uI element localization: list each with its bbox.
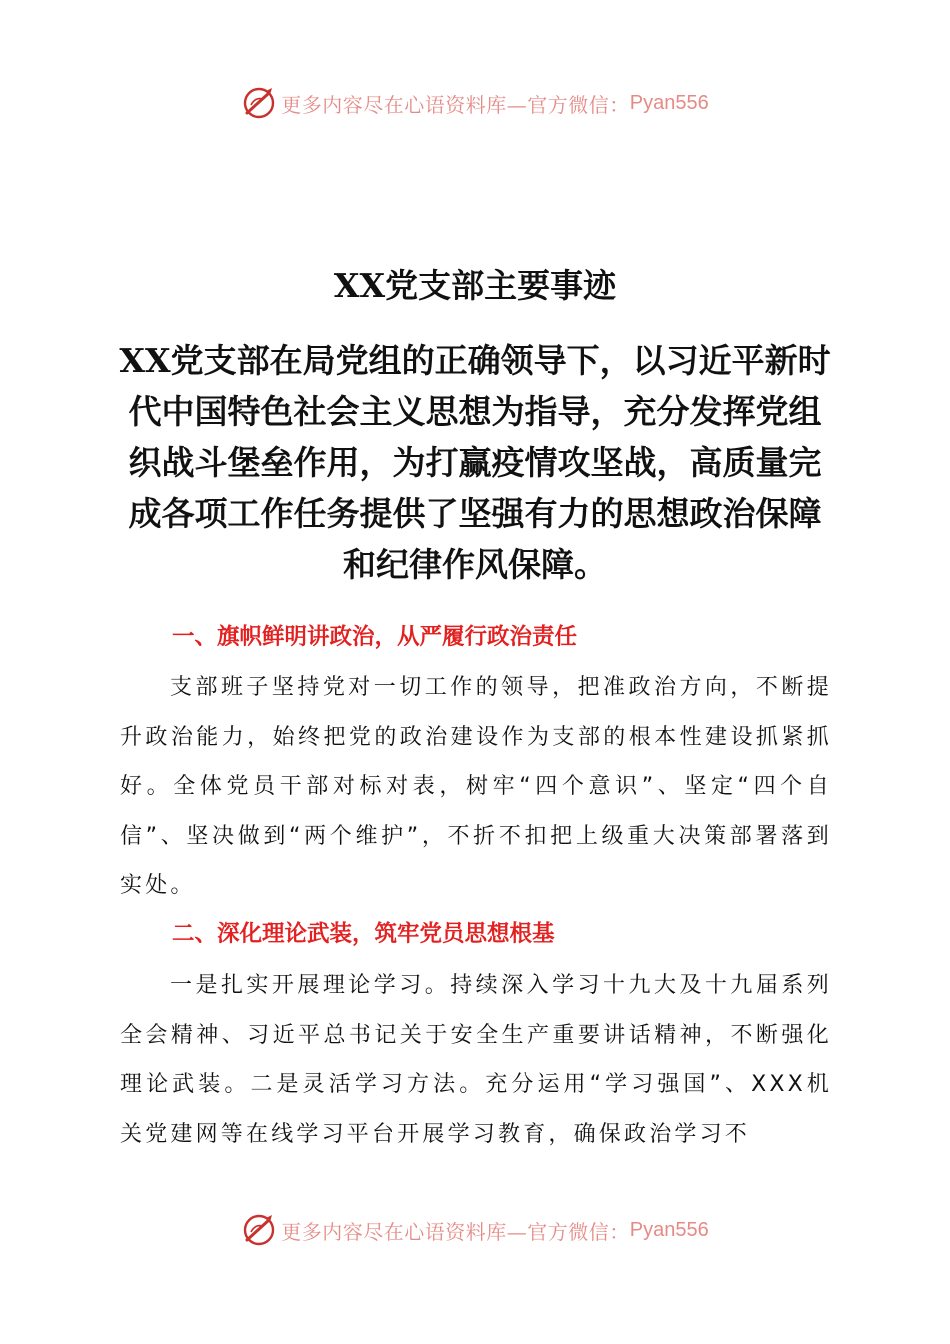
watermark-text: 更多内容尽在心语资料库—官方微信： — [281, 92, 630, 117]
pen-circle-logo-icon — [241, 85, 277, 121]
section-body-2: 一是扎实开展理论学习。持续深入学习十九大及十九届系列全会精神、习近平总书记关于安全生产重要讲话精神，不断强化理论武装。二是灵活学习方法。充分运用“学习强国”、XXX机关党建网等在线学习平台开展学习教育，确保政治学习不 — [120, 973, 832, 1147]
pen-circle-logo-icon — [241, 1212, 277, 1248]
watermark-text: 更多内容尽在心语资料库—官方微信： — [281, 1219, 630, 1244]
section-heading-1: 一、旗帜鲜明讲政治，从严履行政治责任 — [172, 624, 578, 650]
wechat-id: Pyan556 — [629, 91, 709, 114]
document-title: XX党支部主要事迹 — [333, 266, 617, 305]
header-watermark-banner — [0, 83, 950, 123]
section-body-1: 支部班子坚持党对一切工作的领导，把准政治方向，不断提升政治能力，始终把党的政治建设作为支部的根本性建设抓紧抓好。全体党员干部对标对表，树牢“四个意识”、坚定“四个自信”、坚决做到“两个维护”，不折不扣把上级重大决策部署落到实处。 — [120, 675, 832, 899]
lead-paragraph: XX党支部在局党组的正确领导下，以习近平新时代中国特色社会主义思想为指导，充分发挥党组织战斗堡垒作用，为打赢疫情攻坚战，高质量完成各项工作任务提供了坚强有力的思想政治保障和纪律作风保障。 — [119, 341, 831, 584]
footer-watermark-banner — [0, 1210, 950, 1250]
section-heading-2: 二、深化理论武装，筑牢党员思想根基 — [172, 921, 555, 947]
wechat-id: Pyan556 — [629, 1218, 709, 1241]
